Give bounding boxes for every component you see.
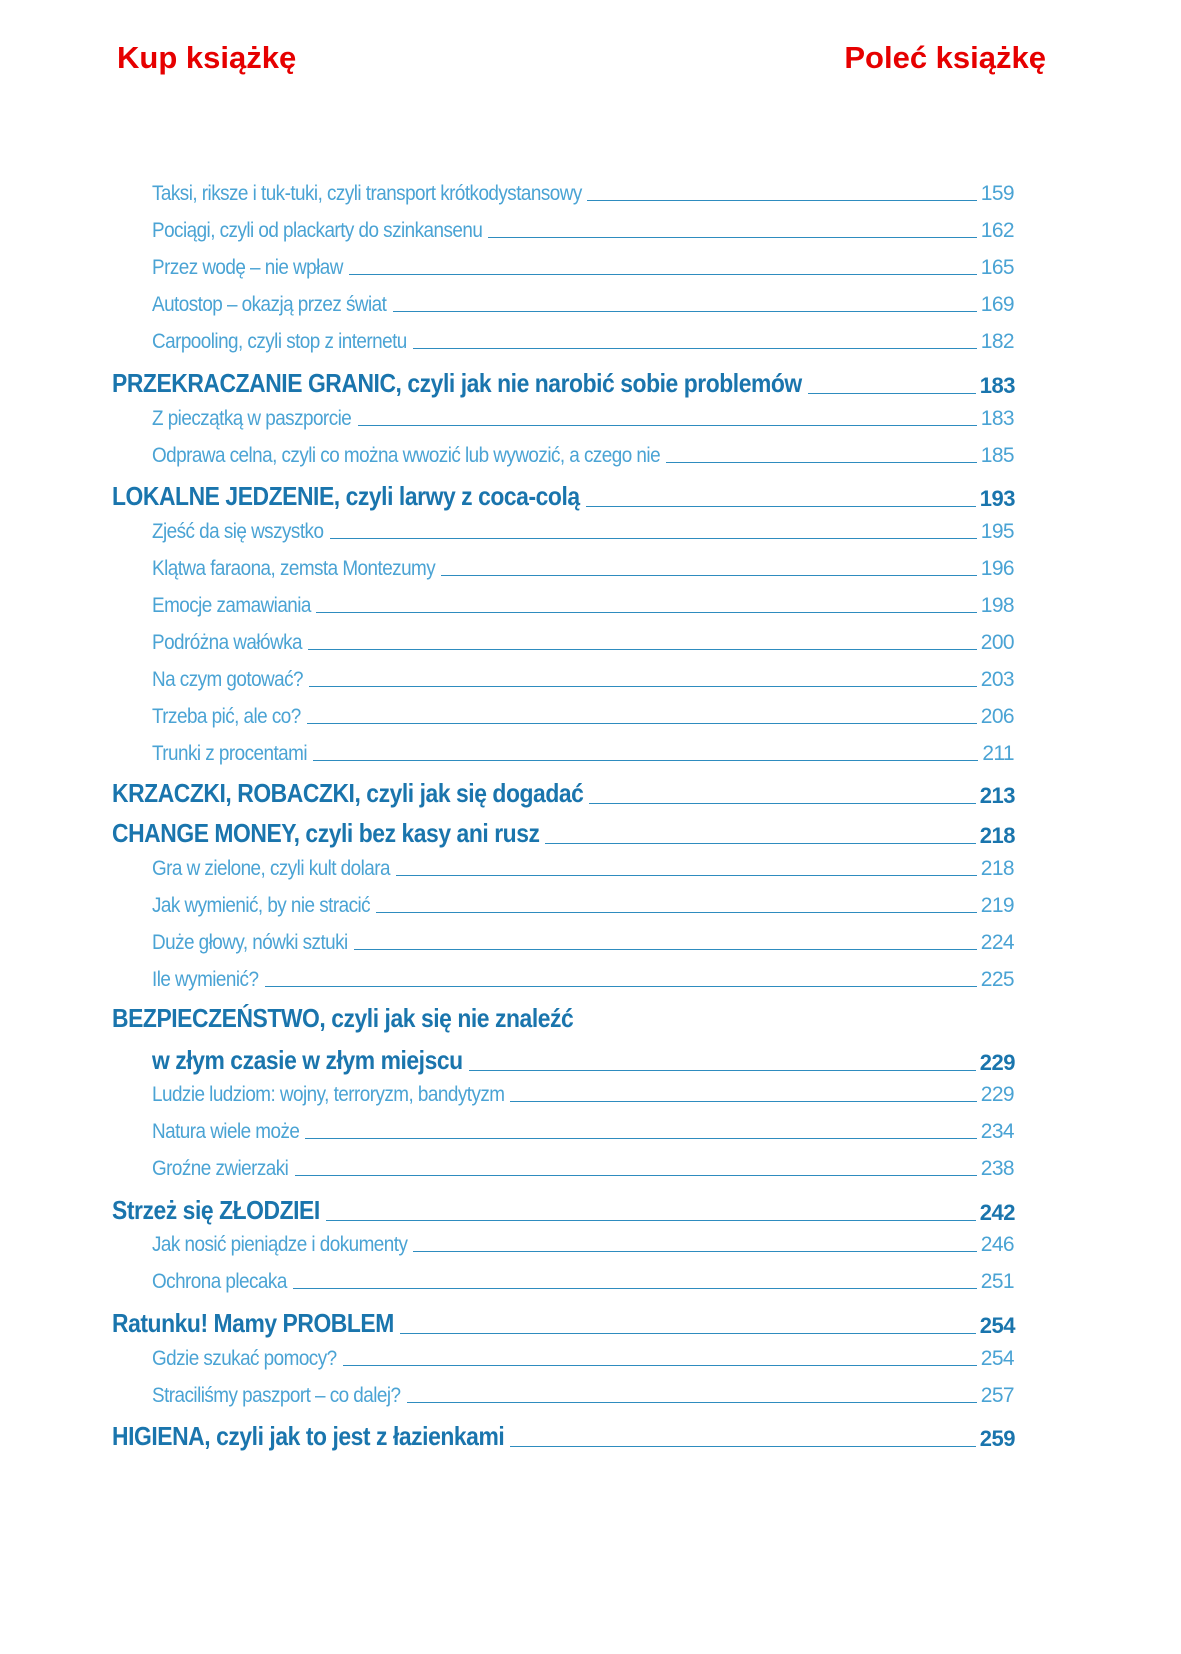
toc-page-number: 224 [980,931,1014,954]
toc-leader-line [308,649,977,650]
toc-entry-title: Jak nosić pieniądze i dokumenty [152,1233,408,1256]
toc-chapter [112,1000,636,1034]
toc-page-number: 169 [980,293,1014,316]
toc-subentry [152,1343,1014,1371]
toc-subentry [152,252,1014,280]
toc-page-number: 183 [979,373,1015,398]
toc-subentry [152,1079,1014,1107]
toc-leader-line [407,1402,977,1403]
toc-page-number: 193 [979,486,1015,511]
toc-leader-line [510,1101,977,1102]
toc-leader-line [589,803,976,804]
toc-entry-title: Odprawa celna, czyli co można wwozić lub wywozić, a czego nie [152,444,661,467]
toc-subentry [152,403,1014,431]
toc-leader-line [343,1365,977,1366]
toc-chapter [112,815,1015,849]
toc-page-number: 229 [980,1083,1014,1106]
toc-entry-title: KRZACZKI, ROBACZKI, czyli jak się dogadać [112,778,584,808]
toc-page-number: 218 [979,823,1015,848]
toc-page-number: 211 [982,742,1014,765]
toc-leader-line [545,843,976,844]
toc-entry-title: Pociągi, czyli od plackarty do szinkansenu [152,219,483,242]
toc-leader-line [349,274,977,275]
toc-chapter [112,1418,1015,1452]
toc-subentry [152,178,1014,206]
toc-subentry [152,738,1014,766]
toc-entry-title: Jak wymienić, by nie stracić [152,894,371,917]
toc-leader-line [413,348,977,349]
toc-chapter [112,775,1015,809]
toc-entry-title: LOKALNE JEDZENIE, czyli larwy z coca-colą [112,481,580,511]
toc-entry-title: Autostop – okazją przez świat [152,293,387,316]
toc-page-number: 195 [980,520,1014,543]
toc-page-number: 246 [980,1233,1014,1256]
toc-page-number: 254 [979,1313,1015,1338]
toc-subentry [152,1116,1014,1144]
toc-leader-line [587,200,976,201]
toc-page-number: 259 [979,1426,1015,1451]
toc-entry-title: Carpooling, czyli stop z internetu [152,330,407,353]
toc-subentry [152,927,1014,955]
toc-leader-line [510,1446,976,1447]
toc-chapter [112,1192,1015,1226]
toc-entry-title: BEZPIECZEŃSTWO, czyli jak się nie znaleźć [112,1003,574,1033]
toc-subentry [152,964,1014,992]
toc-entry-title: Ochrona plecaka [152,1270,287,1293]
toc-leader-line [305,1138,977,1139]
toc-entry-title: Emocje zamawiania [152,594,311,617]
toc-leader-line [396,875,976,876]
recommend-book-link[interactable]: Poleć książkę [844,40,1046,75]
toc-subentry [152,1380,1014,1408]
toc-leader-line [808,393,976,394]
toc-leader-line [393,311,977,312]
toc-page-number: 200 [980,631,1014,654]
toc-entry-title: Gdzie szukać pomocy? [152,1347,337,1370]
toc-page-number: 198 [980,594,1014,617]
toc-entry-title: Strzeż się ZŁODZIEI [112,1195,320,1225]
toc-entry-title: Zjeść da się wszystko [152,520,324,543]
toc-page-number: 165 [980,256,1014,279]
toc-subentry [152,853,1014,881]
toc-leader-line [316,612,976,613]
toc-entry-title: PRZEKRACZANIE GRANIC, czyli jak nie narobić sobie problemów [112,368,802,398]
toc-leader-line [413,1251,977,1252]
toc-leader-line [295,1175,977,1176]
toc-page-number: 162 [980,219,1014,242]
toc-page-number: 254 [980,1347,1014,1370]
buy-book-link[interactable]: Kup książkę [117,40,297,75]
toc-subentry [152,590,1014,618]
toc-entry-title: Na czym gotować? [152,668,304,691]
toc-entry-title: Trzeba pić, ale co? [152,705,301,728]
toc-leader-line [326,1220,976,1221]
toc-entry-title: Taksi, riksze i tuk-tuki, czyli transport krótkodystansowy [152,182,582,205]
toc-page-number: 218 [980,857,1014,880]
toc-page-number: 182 [980,330,1014,353]
toc-page-number: 238 [980,1157,1014,1180]
toc-entry-title: Ludzie ludziom: wojny, terroryzm, bandytyzm [152,1083,505,1106]
toc-subentry [152,289,1014,317]
toc-entry-title: Straciliśmy paszport – co dalej? [152,1384,401,1407]
toc-chapter [112,365,1015,399]
toc-subentry [152,440,1014,468]
toc-subentry [152,215,1014,243]
toc-page-number: 213 [979,783,1015,808]
toc-leader-line [330,538,977,539]
toc-entry-title: Przez wodę – nie wpław [152,256,343,279]
toc-chapter [152,1042,1015,1076]
toc-page-number: 159 [980,182,1014,205]
toc-entry-title: Groźne zwierzaki [152,1157,289,1180]
toc-entry-title: Klątwa faraona, zemsta Montezumy [152,557,436,580]
toc-entry-title: CHANGE MONEY, czyli bez kasy ani rusz [112,818,540,848]
toc-page-number: 234 [980,1120,1014,1143]
toc-leader-line [354,949,977,950]
toc-entry-title: HIGIENA, czyli jak to jest z łazienkami [112,1421,505,1451]
toc-entry-title: Podróżna wałówka [152,631,303,654]
toc-entry-title: Gra w zielone, czyli kult dolara [152,857,390,880]
toc-entry-title: Z pieczątką w paszporcie [152,407,352,430]
toc-page-number: 203 [980,668,1014,691]
toc-subentry [152,1266,1014,1294]
toc-subentry [152,326,1014,354]
toc-page-number: 257 [980,1384,1014,1407]
toc-page-number: 242 [979,1200,1015,1225]
toc-page-number: 219 [980,894,1014,917]
toc-entry-title: Ile wymienić? [152,968,259,991]
toc-page-number: 206 [980,705,1014,728]
toc-leader-line [265,986,977,987]
toc-entry-title: w złym czasie w złym miejscu [152,1045,463,1075]
toc-leader-line [307,723,977,724]
toc-entry-title: Natura wiele może [152,1120,300,1143]
toc-subentry [152,664,1014,692]
toc-leader-line [358,425,977,426]
toc-page-number: 225 [980,968,1014,991]
toc-leader-line [469,1070,976,1071]
toc-leader-line [666,462,977,463]
toc-page-number: 196 [980,557,1014,580]
toc-leader-line [313,760,978,761]
toc-chapter [112,478,1015,512]
toc-leader-line [400,1333,976,1334]
toc-leader-line [586,506,976,507]
toc-subentry [152,1153,1014,1181]
toc-chapter [112,1305,1015,1339]
toc-page-number: 229 [979,1050,1015,1075]
toc-leader-line [309,686,977,687]
toc-subentry [152,1229,1014,1257]
toc-subentry [152,701,1014,729]
toc-leader-line [376,912,976,913]
toc-subentry [152,627,1014,655]
toc-page-number: 251 [980,1270,1014,1293]
toc-page-number: 185 [980,444,1014,467]
toc-leader-line [441,575,977,576]
toc-page-number: 183 [980,407,1014,430]
toc-subentry [152,516,1014,544]
toc-entry-title: Duże głowy, nówki sztuki [152,931,348,954]
toc-leader-line [488,237,976,238]
toc-subentry [152,553,1014,581]
toc-entry-title: Ratunku! Mamy PROBLEM [112,1308,394,1338]
toc-leader-line [293,1288,977,1289]
toc-subentry [152,890,1014,918]
toc-entry-title: Trunki z procentami [152,742,307,765]
